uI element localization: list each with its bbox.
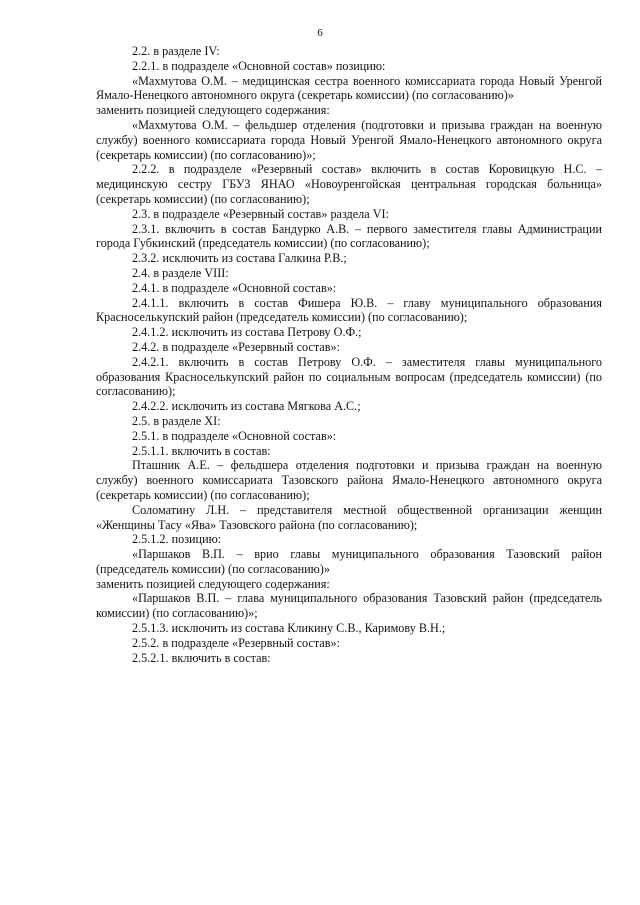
document-body	[96, 44, 602, 665]
paragraph: «Махмутова О.М. – фельдшер отделения (подготовки и призыва граждан на военную службу) военного комиссариата города Новый Уренгой Ямало-Ненецкого автономного округа (секретарь комиссии) (по согласованию)»;	[96, 117, 602, 162]
paragraph: «Махмутова О.М. – медицинская сестра военного комиссариата города Новый Уренгой Ямало-Ненецкого автономного округа (секретарь комиссии) (по согласованию)»	[96, 73, 602, 103]
paragraph: 2.2.2. в подразделе «Резервный состав» включить в состав Коровицкую Н.С. – медицинскую сестру ГБУЗ ЯНАО «Новоуренгойская центральная городская больница» (секретарь комиссии) (по согласованию);	[96, 162, 602, 206]
paragraph: 2.5.1.3. исключить из состава Кликину С.В., Каримову В.Н.;	[132, 621, 446, 636]
paragraph: 2.3.1. включить в состав Бандурко А.В. – первого заместителя главы Администрации города Губкинский (председатель комиссии) (по согласованию);	[96, 221, 602, 251]
paragraph: 2.5.2. в подразделе «Резервный состав»:	[132, 635, 340, 650]
paragraph: 2.4.2. в подразделе «Резервный состав»:	[132, 339, 340, 354]
paragraph: 2.4.2.1. включить в состав Петрову О.Ф. – заместителя главы муниципального образования Красноселькупский район по социальным вопросам (председатель комиссии) (по согласованию);	[96, 354, 602, 399]
paragraph: «Паршаков В.П. – врио главы муниципального образования Тазовский район (председатель комиссии) (по согласованию)»	[96, 547, 602, 576]
paragraph: «Паршаков В.П. – глава муниципального образования Тазовский район (председатель комиссии) (по согласованию)»;	[96, 591, 602, 621]
paragraph: 2.2.1. в подразделе «Основной состав» позицию:	[132, 58, 386, 73]
paragraph: 2.5.1.2. позицию:	[132, 532, 222, 547]
paragraph: 2.5.1.1. включить в состав:	[132, 443, 271, 458]
paragraph: 2.4.2.2. исключить из состава Мягкова А.С.;	[132, 399, 361, 414]
paragraph: 2.4.1. в подразделе «Основной состав»:	[132, 280, 337, 295]
paragraph: Пташник А.Е. – фельдшера отделения подготовки и призыва граждан на военную службу) военного комиссариата Тазовского района Ямало-Ненецкого автономного округа (секретарь комиссии) (по согласованию);	[96, 458, 602, 502]
paragraph: 2.3. в подразделе «Резервный состав» раздела VI:	[132, 206, 389, 221]
paragraph: заменить позицией следующего содержания:	[96, 576, 330, 591]
paragraph: 2.4.1.2. исключить из состава Петрову О.Ф.;	[132, 325, 362, 340]
paragraph: 2.4.1.1. включить в состав Фишера Ю.В. – главу муниципального образования Красноселькупский район (председатель комиссии) (по согласованию);	[96, 295, 602, 325]
paragraph: 2.5.1. в подразделе «Основной состав»:	[132, 428, 337, 443]
paragraph: 2.4. в разделе VIII:	[132, 265, 229, 280]
paragraph: 2.5.2.1. включить в состав:	[132, 650, 271, 665]
page-number: 6	[317, 27, 323, 39]
paragraph: 2.2. в разделе IV:	[132, 44, 220, 58]
paragraph: 2.3.2. исключить из состава Галкина Р.В.;	[132, 251, 347, 266]
paragraph: Соломатину Л.Н. – представителя местной общественной организации женщин «Женщины Тасу «Ява» Тазовского района (по согласованию);	[96, 502, 602, 532]
paragraph: 2.5. в разделе XI:	[132, 413, 221, 428]
paragraph: заменить позицией следующего содержания:	[96, 103, 330, 118]
